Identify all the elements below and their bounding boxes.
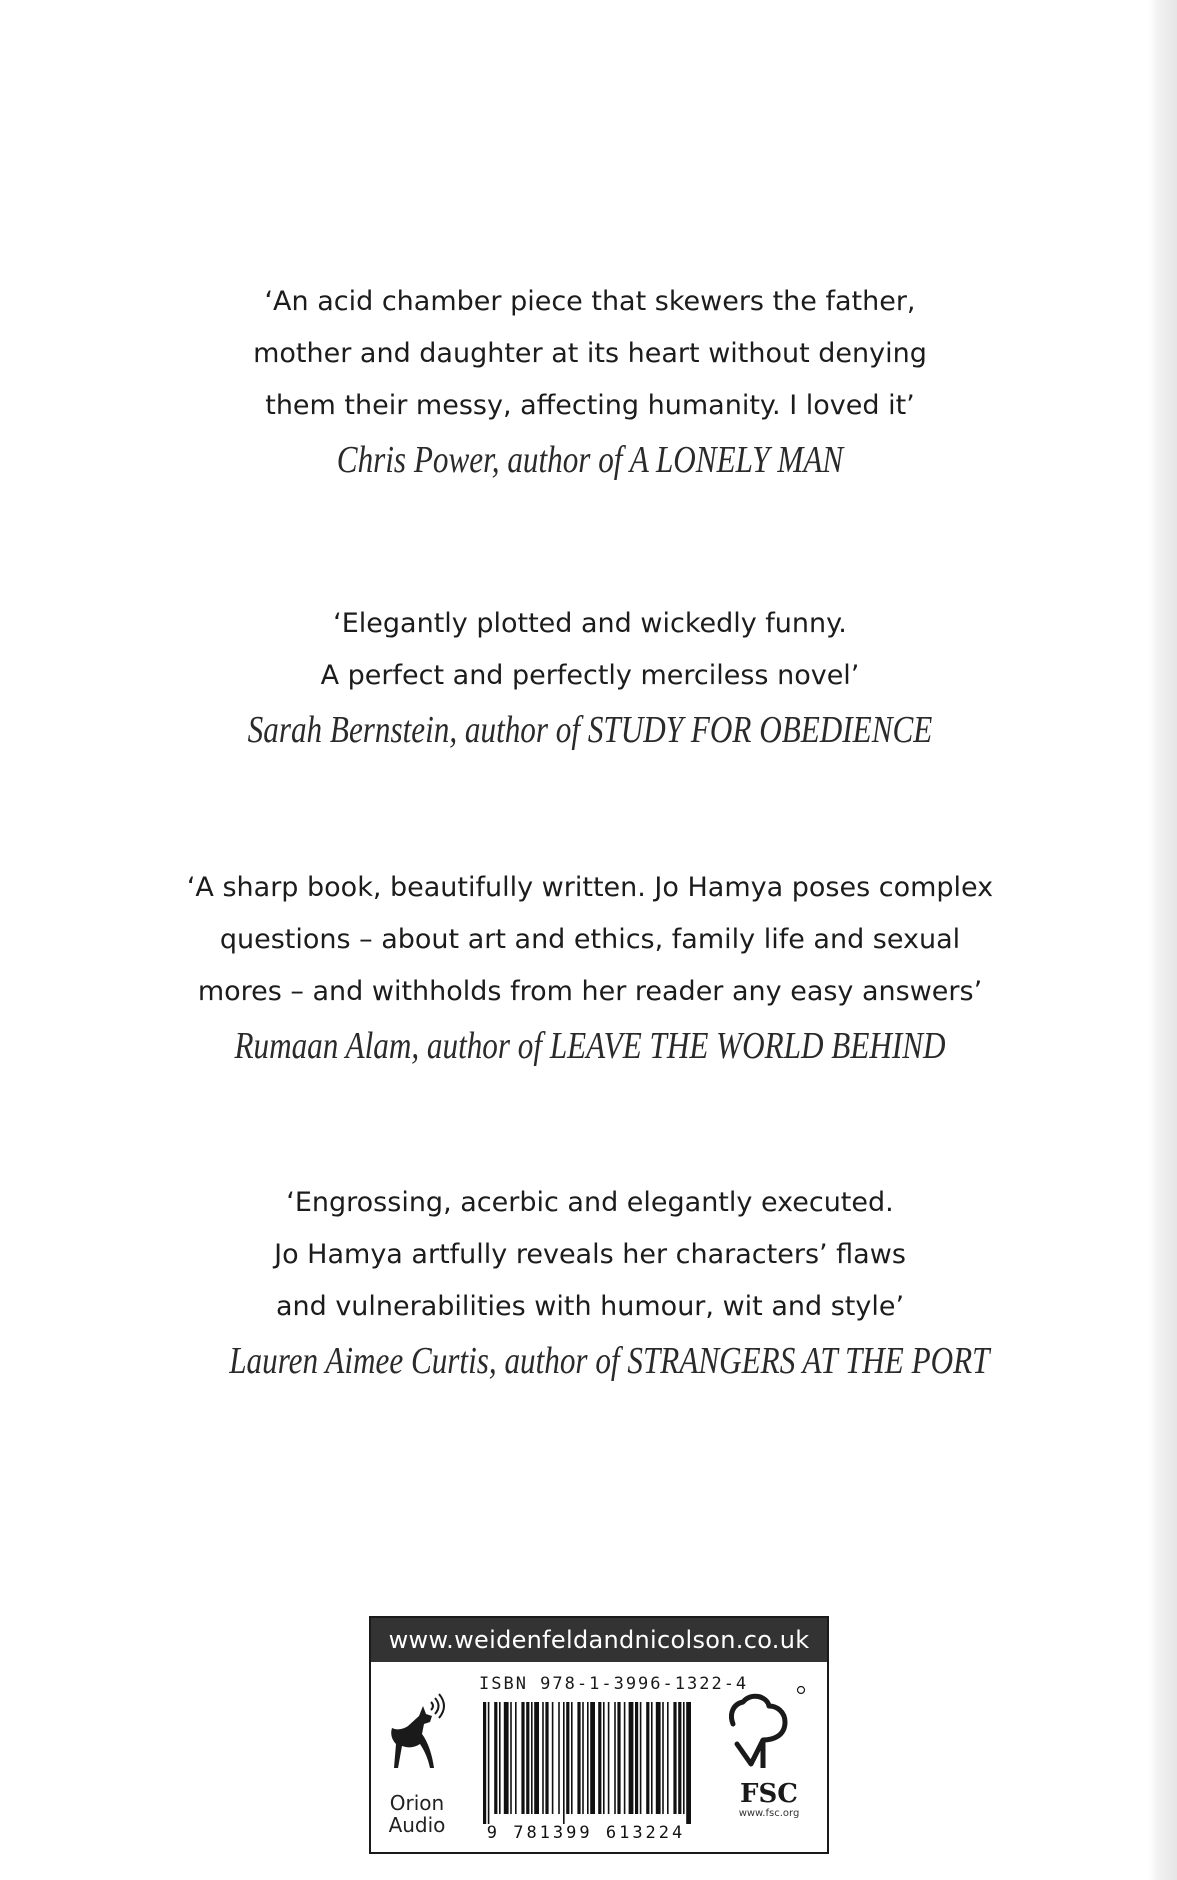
quote-block	[150, 598, 1030, 758]
barcode-bar	[510, 1702, 512, 1814]
barcode-bar	[494, 1702, 497, 1814]
barcode-bar	[678, 1702, 681, 1814]
barcode-digits: 9 781399 613224	[486, 1823, 686, 1842]
quote-line: ‘Elegantly plotted and wickedly funny.	[333, 608, 847, 639]
tree-checkmark-icon	[729, 1684, 809, 1776]
barcode-bar	[582, 1702, 584, 1814]
barcode-bar	[686, 1702, 691, 1824]
barcode-bar	[646, 1702, 649, 1814]
orion-line-1: Orion	[389, 1791, 445, 1815]
barcode-bar	[515, 1702, 517, 1814]
dog-with-sound-waves-icon	[385, 1692, 449, 1788]
quote-attribution: Chris Power, author of A LONELY MAN	[336, 439, 844, 481]
page-edge-shadow	[1149, 0, 1177, 1880]
publisher-website: www.weidenfeldandnicolson.co.uk	[371, 1618, 827, 1662]
barcode-bar	[590, 1702, 595, 1814]
barcode-bar	[577, 1702, 580, 1814]
barcode-bar	[683, 1702, 685, 1814]
barcode-bar	[499, 1702, 501, 1814]
barcode-bar	[521, 1702, 524, 1814]
barcode-bar	[534, 1702, 539, 1814]
barcode-bar	[504, 1702, 509, 1814]
barcode-bar	[608, 1702, 610, 1814]
isbn-number: ISBN 978-1-3996-1322-4	[479, 1674, 749, 1694]
quote-attribution: Rumaan Alam, author of LEAVE THE WORLD BEHIND	[234, 1025, 946, 1067]
barcode-bar	[552, 1702, 554, 1814]
quote-line: questions – about art and ethics, family life and sexual	[219, 924, 961, 955]
quote-line: Jo Hamya artfully reveals her characters’ flaws	[274, 1239, 906, 1270]
barcode-bar	[571, 1702, 573, 1814]
orion-audio-logo	[385, 1692, 449, 1842]
barcode-bar	[667, 1702, 669, 1814]
barcode-bar	[542, 1702, 544, 1814]
barcode-bar	[531, 1702, 533, 1814]
barcode-bar	[656, 1702, 661, 1814]
quote-block	[150, 1177, 1030, 1389]
fsc-label: FSC	[740, 1779, 798, 1809]
quote-line: A perfect and perfectly merciless novel’	[320, 660, 860, 691]
quote-line: mother and daughter at its heart without denying	[253, 338, 927, 369]
barcode-bar	[566, 1702, 569, 1814]
barcode-bar	[617, 1702, 620, 1814]
barcode-bar	[558, 1702, 560, 1814]
quote-block	[150, 276, 1030, 488]
barcode-graphic	[471, 1702, 701, 1842]
barcode-bar	[526, 1702, 529, 1814]
quote-attribution: Sarah Bernstein, author of STUDY FOR OBEDIENCE	[247, 709, 933, 751]
quote-line: and vulnerabilities with humour, wit and style’	[275, 1291, 905, 1322]
barcode-bar	[640, 1702, 642, 1814]
barcode-bar	[563, 1702, 565, 1824]
barcode-bar	[603, 1702, 605, 1814]
barcode-bar	[629, 1702, 634, 1814]
barcode-bar	[651, 1702, 653, 1814]
barcode-bar	[483, 1702, 486, 1824]
barcode-bar	[614, 1702, 616, 1814]
barcode-bar	[587, 1702, 589, 1814]
barcode-bar	[662, 1702, 664, 1814]
orion-line-2: Audio	[388, 1813, 446, 1837]
barcode-bar	[673, 1702, 676, 1814]
barcode-bar	[635, 1702, 638, 1814]
quote-block	[150, 862, 1030, 1074]
quote-attribution: Lauren Aimee Curtis, author of STRANGERS AT THE PORT	[229, 1340, 990, 1382]
quote-line: them their messy, affecting humanity. I loved it’	[265, 390, 915, 421]
barcode-bar	[598, 1702, 601, 1814]
quote-line: ‘A sharp book, beautifully written. Jo Hamya poses complex	[186, 872, 994, 903]
barcode-bar	[488, 1702, 490, 1824]
quote-line: mores – and withholds from her reader any easy answers’	[197, 976, 983, 1007]
fsc-url: www.fsc.org	[738, 1808, 800, 1819]
barcode-bar	[545, 1702, 548, 1814]
barcode-bar	[624, 1702, 626, 1814]
quote-line: ‘An acid chamber piece that skewers the father,	[264, 286, 916, 317]
barcode-panel	[369, 1616, 829, 1854]
quote-line: ‘Engrossing, acerbic and elegantly executed.	[286, 1187, 894, 1218]
fsc-logo	[721, 1684, 817, 1844]
